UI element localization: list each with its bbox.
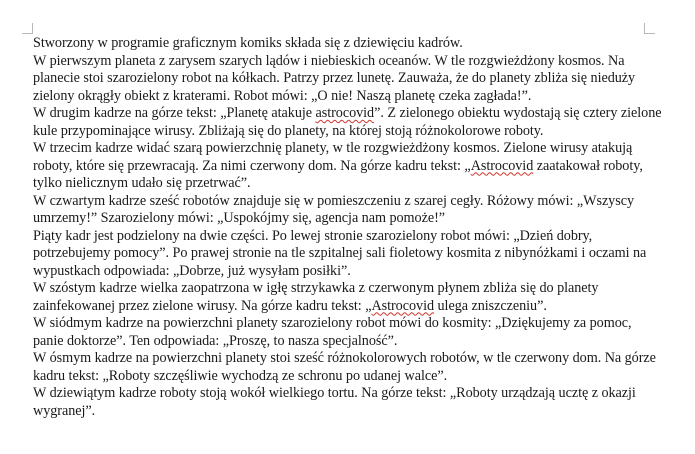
paragraph-frame-7[interactable] xyxy=(33,315,663,350)
text-run: W siódmym kadrze na powierzchni planety szarozielony robot mówi do kosmity: „Dziękujemy za pomoc, panie doktorze”. Ten odpowiada: „Proszę, to nasza specjalność”. xyxy=(33,315,632,349)
margin-corner-top-left xyxy=(22,23,33,34)
paragraph-frame-1[interactable] xyxy=(33,53,663,106)
text-run: ”. Z zielonego obiektu wydostają się cztery zielone kule przypominające wirusy. Zbliżają się do planety, na której stoją różnokolorowe roboty. xyxy=(33,105,662,139)
paragraph-frame-4[interactable] xyxy=(33,193,663,228)
text-run: W czwartym kadrze sześć robotów znajduje się w pomieszczeniu z szarej cegły. Różowy mówi: „Wszyscy umrzemy!” Szarozielony mówi: „Uspokójmy się, agencja nam pomoże!” xyxy=(33,192,634,226)
paragraph-frame-8[interactable] xyxy=(33,350,663,385)
text-run: Stworzony w programie graficznym komiks składa się z dziewięciu kadrów. xyxy=(33,35,463,51)
misspelled-word: astrocovid xyxy=(315,105,375,121)
paragraph-frame-2[interactable] xyxy=(33,105,663,140)
text-run: W ósmym kadrze na powierzchni planety stoi sześć różnokolorowych robotów, w tle czerwony dom. Na górze kadru tekst: „Roboty szczęśliwie wychodzą ze schronu po udanej walce”. xyxy=(33,350,656,384)
text-run: W dziewiątym kadrze roboty stoją wokół wielkiego tortu. Na górze tekst: „Roboty urządzają ucztę z okazji wygranej”. xyxy=(33,385,636,419)
text-run: W trzecim kadrze widać szarą powierzchnię planety, w tle rozgwieżdżony kosmos. Zielone wirusy atakują roboty, które się przewracają. Za nimi czerwony dom. Na górze kadru tekst: „ xyxy=(33,140,633,174)
paragraph-frame-9[interactable] xyxy=(33,385,663,420)
paragraph-frame-5[interactable] xyxy=(33,228,663,281)
misspelled-word: Astrocovid xyxy=(371,297,435,314)
misspelled-word: Astrocovid xyxy=(470,157,534,174)
text-run: W drugim kadrze na górze tekst: „Planetę atakuje xyxy=(33,105,316,121)
paragraph-intro[interactable] xyxy=(33,35,663,53)
text-run: zaatakował roboty, tylko nielicznym udało się przetrwać”. xyxy=(33,157,643,191)
paragraph-frame-3[interactable] xyxy=(33,140,663,193)
document-body[interactable] xyxy=(33,35,663,420)
text-run: ulega zniszczeniu”. xyxy=(434,297,547,314)
text-run: W szóstym kadrze wielka zaopatrzona w igłę strzykawka z czerwonym płynem zbliża się do planety zainfekowanej przez zielone wirusy. Na górze kadru tekst: „ xyxy=(33,280,599,314)
text-run: W pierwszym planeta z zarysem szarych lądów i niebieskich oceanów. W tle rozgwieżdżony kosmos. Na planecie stoi szarozielony robot na kółkach. Patrzy przez lunetę. Zauważa, że do planety zbliża się nieduży zielony okrągły obiekt z kraterami. Robot mówi: „O nie! Naszą planetę czeka zagłada!”. xyxy=(33,52,636,104)
text-run: Piąty kadr jest podzielony na dwie części. Po lewej stronie szarozielony robot mówi: „Dzień dobry, potrzebujemy pomocy”. Po prawej stronie na tle szpitalnej sali fioletowy kosmita z nibynóżkami i oczami na wypustkach odpowiada: „Dobrze, już wysyłam posiłki”. xyxy=(33,227,647,279)
margin-corner-top-right xyxy=(644,23,655,34)
paragraph-frame-6[interactable] xyxy=(33,280,663,315)
